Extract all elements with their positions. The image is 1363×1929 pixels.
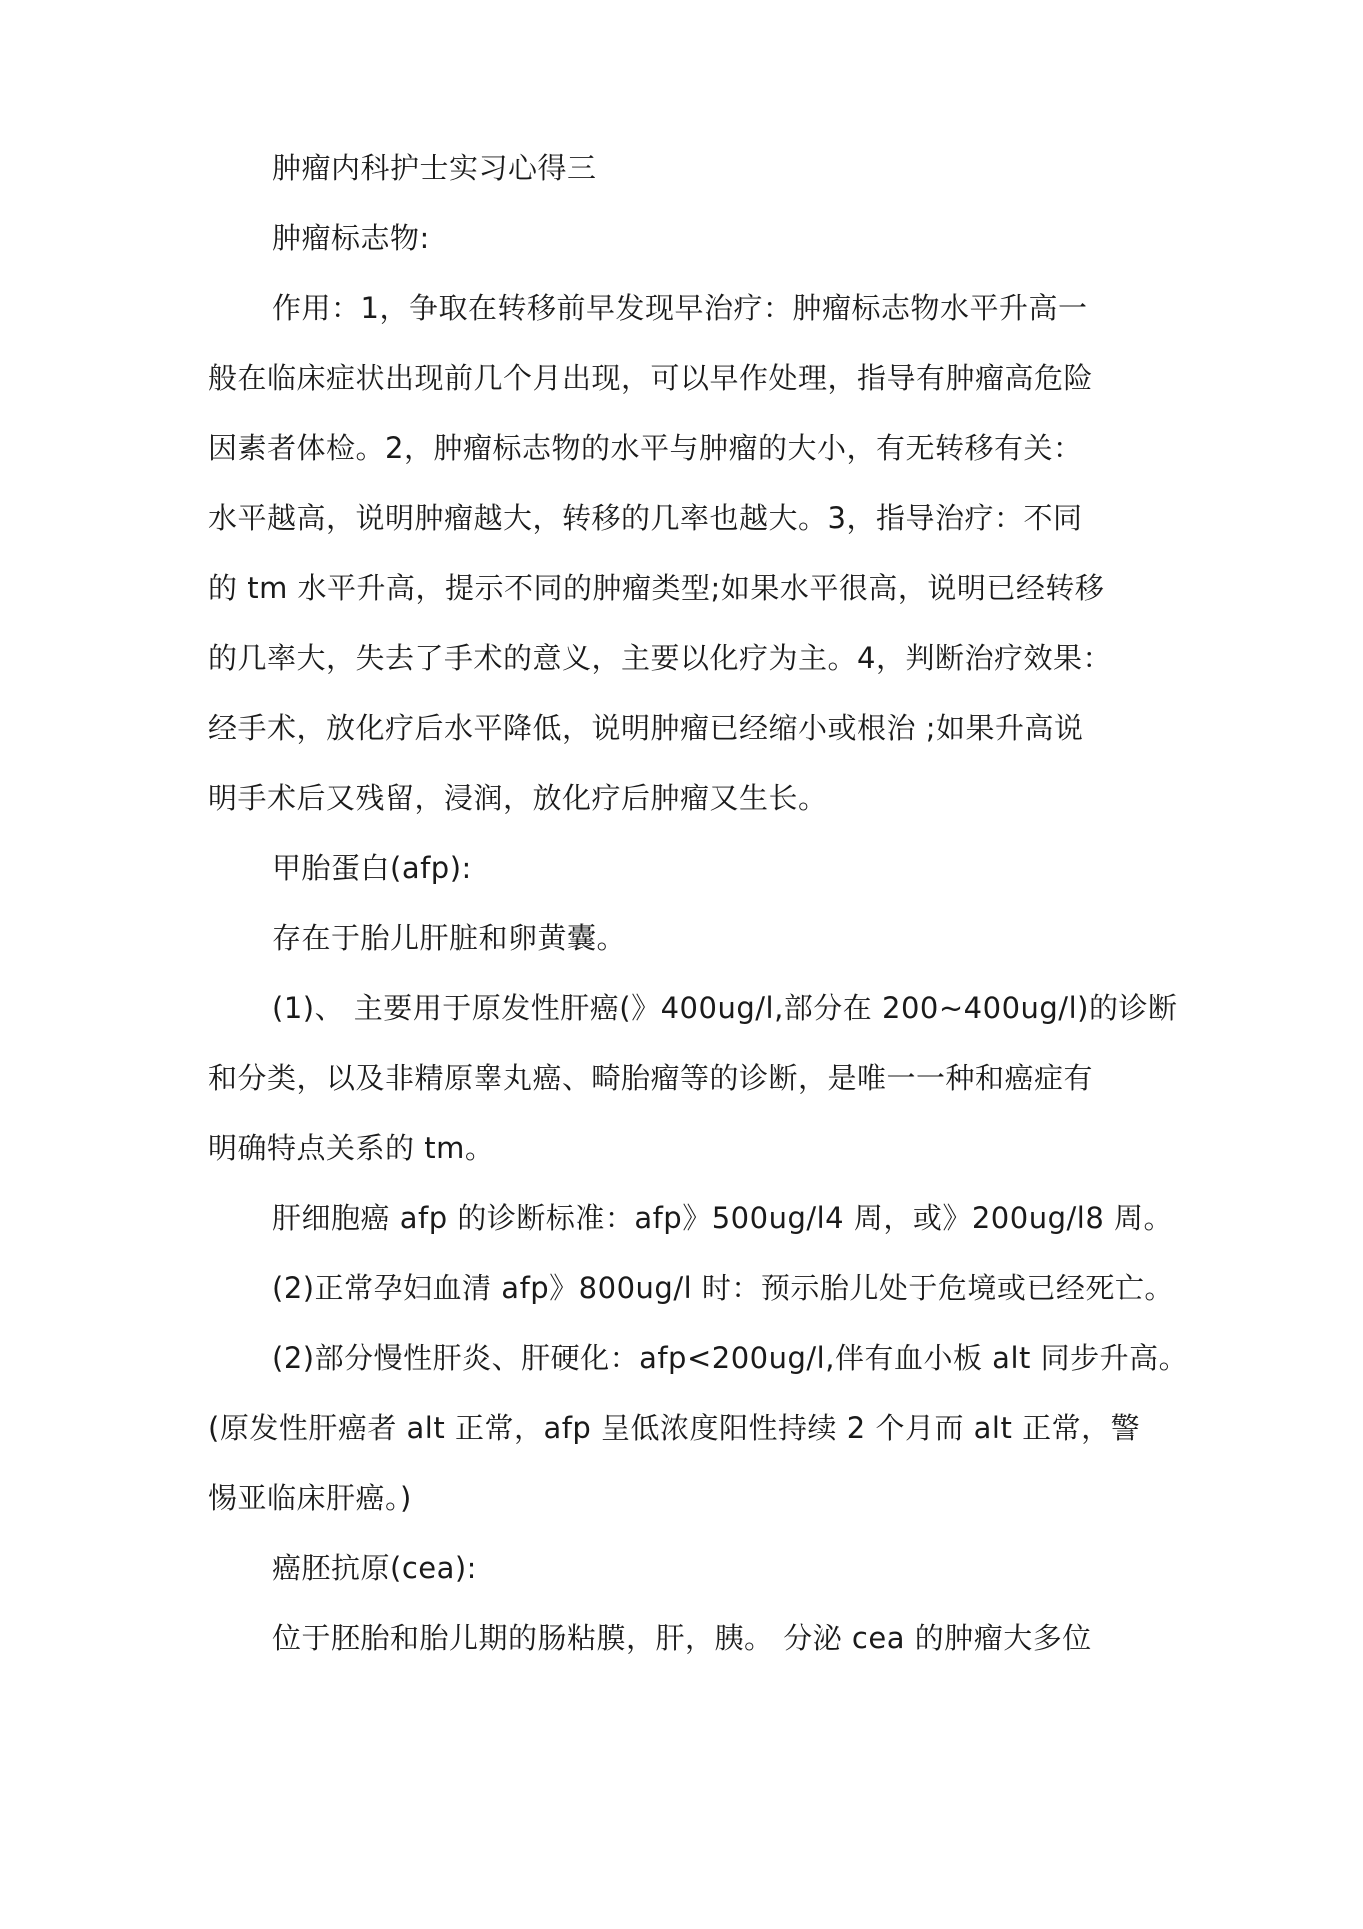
paragraph-line: 明确特点关系的 tm。 — [208, 1131, 495, 1165]
paragraph-line: 位于胚胎和胎儿期的肠粘膜，肝，胰。 分泌 cea 的肿瘤大多位 — [272, 1621, 1092, 1655]
paragraph-line: (2)部分慢性肝炎、肝硬化：afp<200ug/l,伴有血小板 alt 同步升高。 — [272, 1341, 1189, 1375]
section-heading-afp: 甲胎蛋白(afp): — [272, 851, 472, 885]
paragraph-line: 水平越高，说明肿瘤越大，转移的几率也越大。3，指导治疗：不同 — [208, 501, 1083, 535]
paragraph-line: 明手术后又残留，浸润，放化疗后肿瘤又生长。 — [208, 781, 828, 815]
paragraph-line: 作用：1，争取在转移前早发现早治疗：肿瘤标志物水平升高一 — [272, 291, 1088, 325]
section-heading-tumor-markers: 肿瘤标志物: — [272, 221, 430, 255]
paragraph-line: 般在临床症状出现前几个月出现，可以早作处理，指导有肿瘤高危险 — [208, 361, 1094, 395]
paragraph-line: 经手术，放化疗后水平降低，说明肿瘤已经缩小或根治 ;如果升高说 — [208, 711, 1084, 745]
paragraph-line: 惕亚临床肝癌。) — [208, 1481, 412, 1515]
paragraph-line: (原发性肝癌者 alt 正常，afp 呈低浓度阳性持续 2 个月而 alt 正常，警 — [208, 1411, 1141, 1445]
paragraph-line: 的几率大，失去了手术的意义，主要以化疗为主。4，判断治疗效果： — [208, 641, 1112, 675]
document-title: 肿瘤内科护士实习心得三 — [272, 151, 597, 185]
paragraph-line: 肝细胞癌 afp 的诊断标准：afp》500ug/l4 周，或》200ug/l8 周。 — [272, 1201, 1173, 1235]
paragraph-line: (2)正常孕妇血清 afp》800ug/l 时：预示胎儿处于危境或已经死亡。 — [272, 1271, 1174, 1305]
paragraph-line: 的 tm 水平升高，提示不同的肿瘤类型;如果水平很高，说明已经转移 — [208, 571, 1105, 605]
paragraph-line: 存在于胎儿肝脏和卵黄囊。 — [272, 921, 627, 955]
paragraph-line: 因素者体检。2，肿瘤标志物的水平与肿瘤的大小，有无转移有关： — [208, 431, 1083, 465]
paragraph-line: 和分类，以及非精原睾丸癌、畸胎瘤等的诊断，是唯一一种和癌症有 — [208, 1061, 1094, 1095]
section-heading-cea: 癌胚抗原(cea): — [272, 1551, 477, 1585]
paragraph-line: (1)、 主要用于原发性肝癌(》400ug/l,部分在 200~400ug/l)的诊断 — [272, 991, 1178, 1025]
